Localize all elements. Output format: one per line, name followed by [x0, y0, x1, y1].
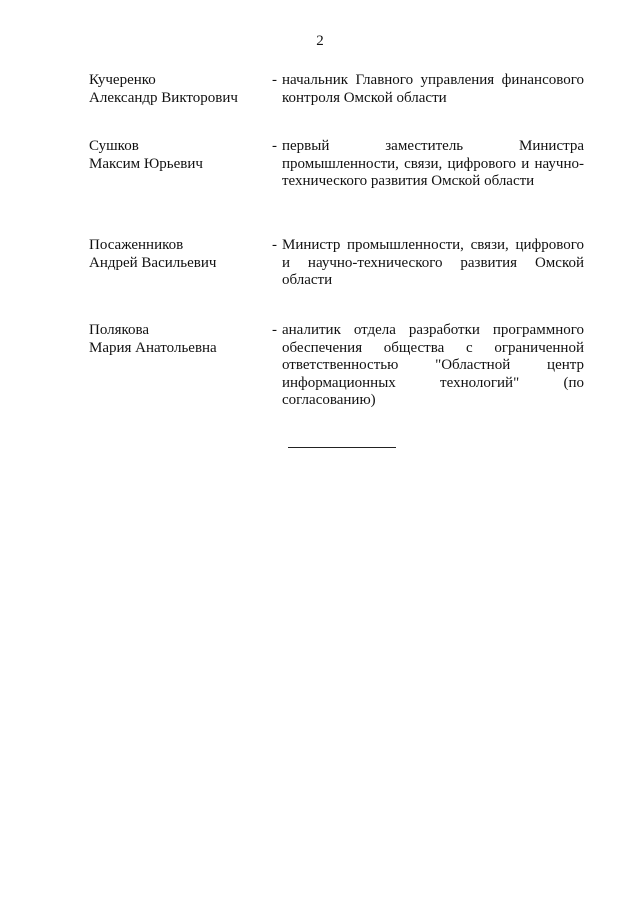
member-position: Министр промышленности, связи, цифрового и научно-технического развития Омской области — [282, 237, 584, 288]
page-number: 2 — [316, 33, 324, 49]
member-position: аналитик отдела разработки программного обеспечения общества с ограниченной ответственностью "Областной центр информационных технологий" (по согласованию) — [282, 322, 584, 408]
member-given-names: Максим Юрьевич — [89, 155, 203, 172]
member-surname: Полякова — [89, 322, 150, 338]
member-name — [89, 138, 269, 173]
member-name — [89, 322, 269, 357]
member-position: первый заместитель Министра промышленности, связи, цифрового и научно-технического развития Омской области — [282, 138, 584, 189]
member-name — [89, 237, 269, 272]
member-given-names: Андрей Васильевич — [89, 254, 217, 271]
member-given-names: Мария Анатольевна — [89, 339, 217, 356]
end-of-list-rule — [288, 447, 396, 448]
member-given-names: Александр Викторович — [89, 89, 238, 106]
member-surname: Кучеренко — [89, 72, 156, 88]
member-name — [89, 72, 269, 107]
member-position: начальник Главного управления финансового контроля Омской области — [282, 72, 584, 106]
dash-separator: - — [272, 72, 277, 88]
dash-separator: - — [272, 237, 277, 253]
dash-separator: - — [272, 138, 277, 154]
member-surname: Сушков — [89, 138, 139, 154]
dash-separator: - — [272, 322, 277, 338]
member-surname: Посаженников — [89, 237, 184, 253]
